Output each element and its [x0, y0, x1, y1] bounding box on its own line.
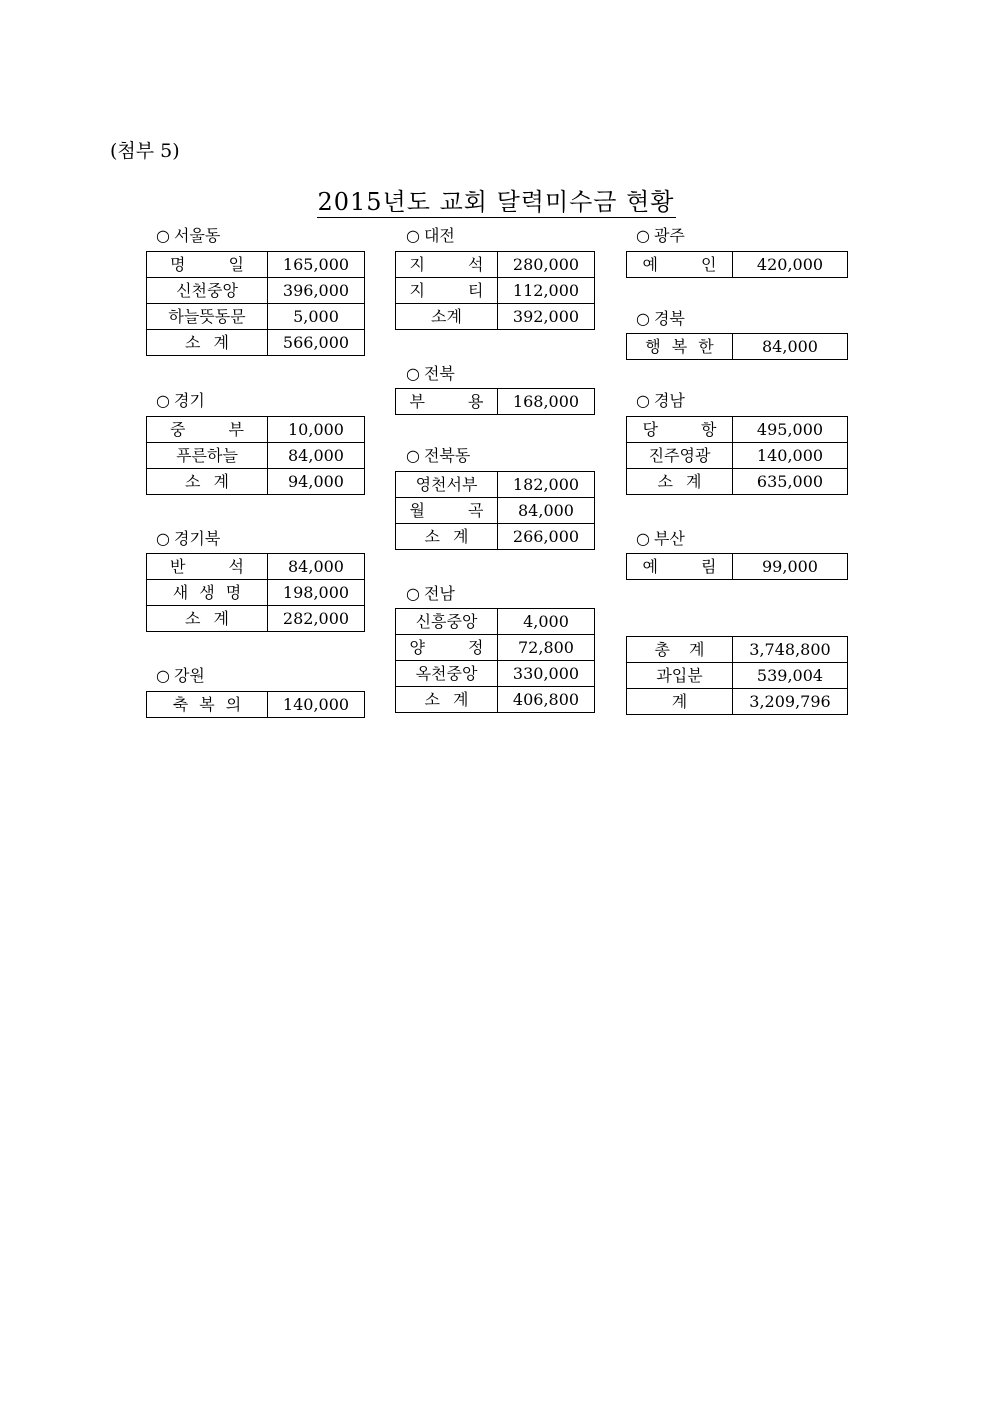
- table-row: 지 티 112,000: [396, 278, 595, 304]
- table-row: 옥천중앙 330,000: [396, 661, 595, 687]
- table-row: 소 계 94,000: [147, 469, 365, 495]
- table-row: 지 석 280,000: [396, 252, 595, 278]
- table-row: 하늘뜻동문 5,000: [147, 304, 365, 330]
- table-row: 소 계 282,000: [147, 606, 365, 632]
- region-heading-daejeon: ○ 대전: [406, 226, 455, 245]
- table-daejeon: [395, 251, 595, 330]
- table-row: 행 복 한 84,000: [627, 334, 848, 360]
- region-heading-gyeongnam: ○ 경남: [636, 391, 685, 410]
- region-heading-gyeonggi: ○ 경기: [156, 391, 205, 410]
- region-heading-gyeongbuk: ○ 경북: [636, 309, 685, 328]
- region-heading-jeonnam: ○ 전남: [406, 584, 455, 603]
- table-gyeonggi-north: [146, 553, 365, 632]
- table-row: 반 석 84,000: [147, 554, 365, 580]
- table-gwangju: [626, 251, 848, 278]
- table-row: 양 정 72,800: [396, 635, 595, 661]
- table-row: 소 계 566,000: [147, 330, 365, 356]
- table-row: 진주영광 140,000: [627, 443, 848, 469]
- table-row: 소 계 406,800: [396, 687, 595, 713]
- region-heading-jeonbuk-east: ○ 전북동: [406, 446, 471, 465]
- table-row: 명 일 165,000: [147, 252, 365, 278]
- table-row: 소 계 266,000: [396, 524, 595, 550]
- table-row: 과입분 539,004: [627, 663, 848, 689]
- attachment-label: (첨부 5): [110, 140, 180, 162]
- region-heading-busan: ○ 부산: [636, 529, 685, 548]
- table-row: 중 부 10,000: [147, 417, 365, 443]
- table-jeonbuk: [395, 388, 595, 415]
- table-seoul-east: [146, 251, 365, 356]
- table-totals: [626, 636, 848, 715]
- region-heading-jeonbuk: ○ 전북: [406, 364, 455, 383]
- table-row: 월 곡 84,000: [396, 498, 595, 524]
- table-row: 부 용 168,000: [396, 389, 595, 415]
- table-jeonbuk-east: [395, 471, 595, 550]
- table-row: 푸른하늘 84,000: [147, 443, 365, 469]
- region-heading-gyeonggi-north: ○ 경기북: [156, 529, 221, 548]
- table-row: 신흥중앙 4,000: [396, 609, 595, 635]
- table-row: 예 림 99,000: [627, 554, 848, 580]
- table-row: 소 계 635,000: [627, 469, 848, 495]
- table-gyeonggi: [146, 416, 365, 495]
- table-row: 축 복 의 140,000: [147, 692, 365, 718]
- table-gyeongbuk: [626, 333, 848, 360]
- region-heading-seoul-east: ○ 서울동: [156, 226, 221, 245]
- table-row: 예 인 420,000: [627, 252, 848, 278]
- table-busan: [626, 553, 848, 580]
- table-gyeongnam: [626, 416, 848, 495]
- table-row: 영천서부 182,000: [396, 472, 595, 498]
- table-row: 새 생 명 198,000: [147, 580, 365, 606]
- table-row: 신천중앙 396,000: [147, 278, 365, 304]
- document-title: 2015년도 교회 달력미수금 현황: [317, 188, 675, 216]
- table-row: 당 항 495,000: [627, 417, 848, 443]
- table-row: 총 계 3,748,800: [627, 637, 848, 663]
- table-gangwon: [146, 691, 365, 718]
- region-heading-gangwon: ○ 강원: [156, 666, 205, 685]
- table-jeonnam: [395, 608, 595, 713]
- table-row: 소계 392,000: [396, 304, 595, 330]
- region-heading-gwangju: ○ 광주: [636, 226, 685, 245]
- table-row: 계 3,209,796: [627, 689, 848, 715]
